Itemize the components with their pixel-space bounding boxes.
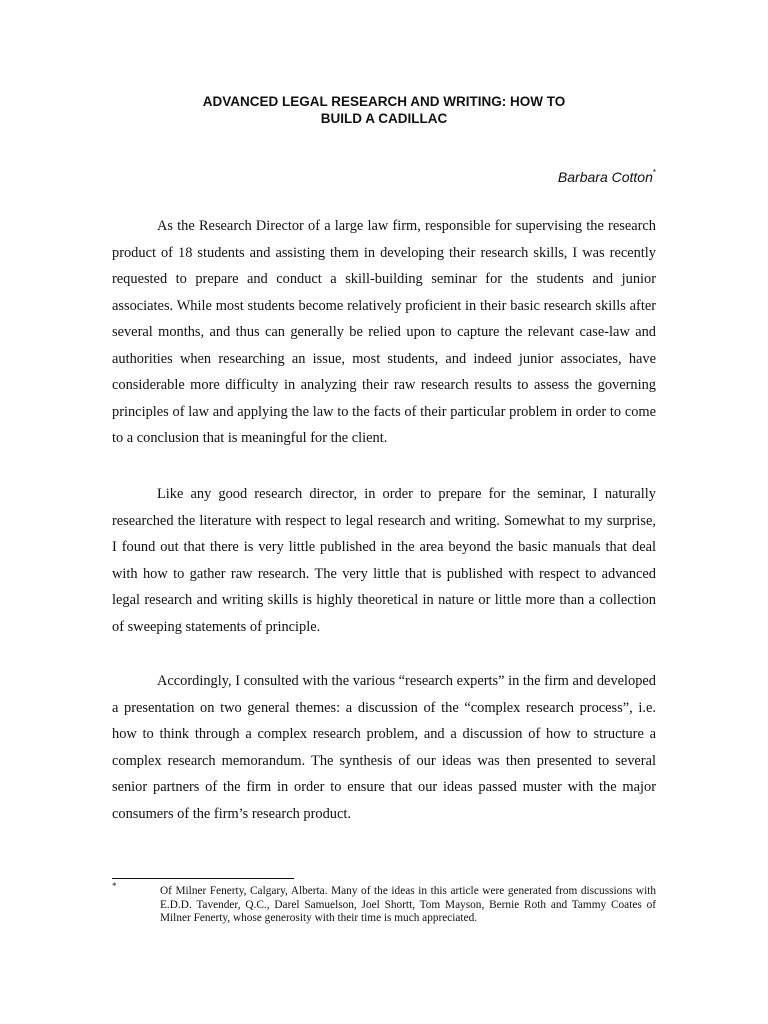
- title-line-2: BUILD A CADILLAC: [320, 111, 448, 126]
- document-title: [0, 93, 768, 127]
- footnote-text: Of Milner Fenerty, Calgary, Alberta. Many of the ideas in this article were generated from discussions with E.D.D. Tavender, Q.C., Darel Samuelson, Joel Shortt, Tom Mayson, Bernie Roth and Tammy Coates of Milner Fenerty, whose generosity with their time is much appreciated.: [160, 885, 656, 924]
- title-line-1: ADVANCED LEGAL RESEARCH AND WRITING: HOW TO: [202, 94, 566, 109]
- body-paragraph-1: As the Research Director of a large law firm, responsible for supervising the research product of 18 students and assisting them in developing their research skills, I was recently requested to prepare and conduct a skill-building seminar for the students and junior associates. While most students become relatively proficient in their basic research skills after several months, and thus can generally be relied upon to capture the relevant case-law and authorities when researching an issue, most students, and indeed junior associates, have considerable more difficulty in analyzing their raw research results to assess the governing principles of law and applying the law to the facts of their particular problem in order to come to a conclusion that is meaningful for the client.: [112, 218, 656, 446]
- footnote-separator: [112, 878, 294, 879]
- footnote-marker: *: [112, 881, 117, 891]
- body-paragraph-2: Like any good research director, in order to prepare for the seminar, I naturally researched the literature with respect to legal research and writing. Somewhat to my surprise, I found out that there is very little published in the area beyond the basic manuals that deal with how to gather raw research. The very little that is published with respect to advanced legal research and writing skills is highly theoretical in nature or little more than a collection of sweeping statements of principle.: [112, 486, 656, 635]
- author-footnote-marker: *: [652, 168, 656, 177]
- author-byline: [558, 163, 656, 187]
- body-paragraph-3: Accordingly, I consulted with the various “research experts” in the firm and developed a presentation on two general themes: a discussion of the “complex research process”, i.e. how to think through a complex research problem, and a discussion of how to structure a complex research memorandum. The synthesis of our ideas was then presented to several senior partners of the firm in order to ensure that our ideas passed muster with the major consumers of the firm’s research product.: [112, 673, 656, 822]
- author-name: Barbara Cotton: [557, 169, 653, 185]
